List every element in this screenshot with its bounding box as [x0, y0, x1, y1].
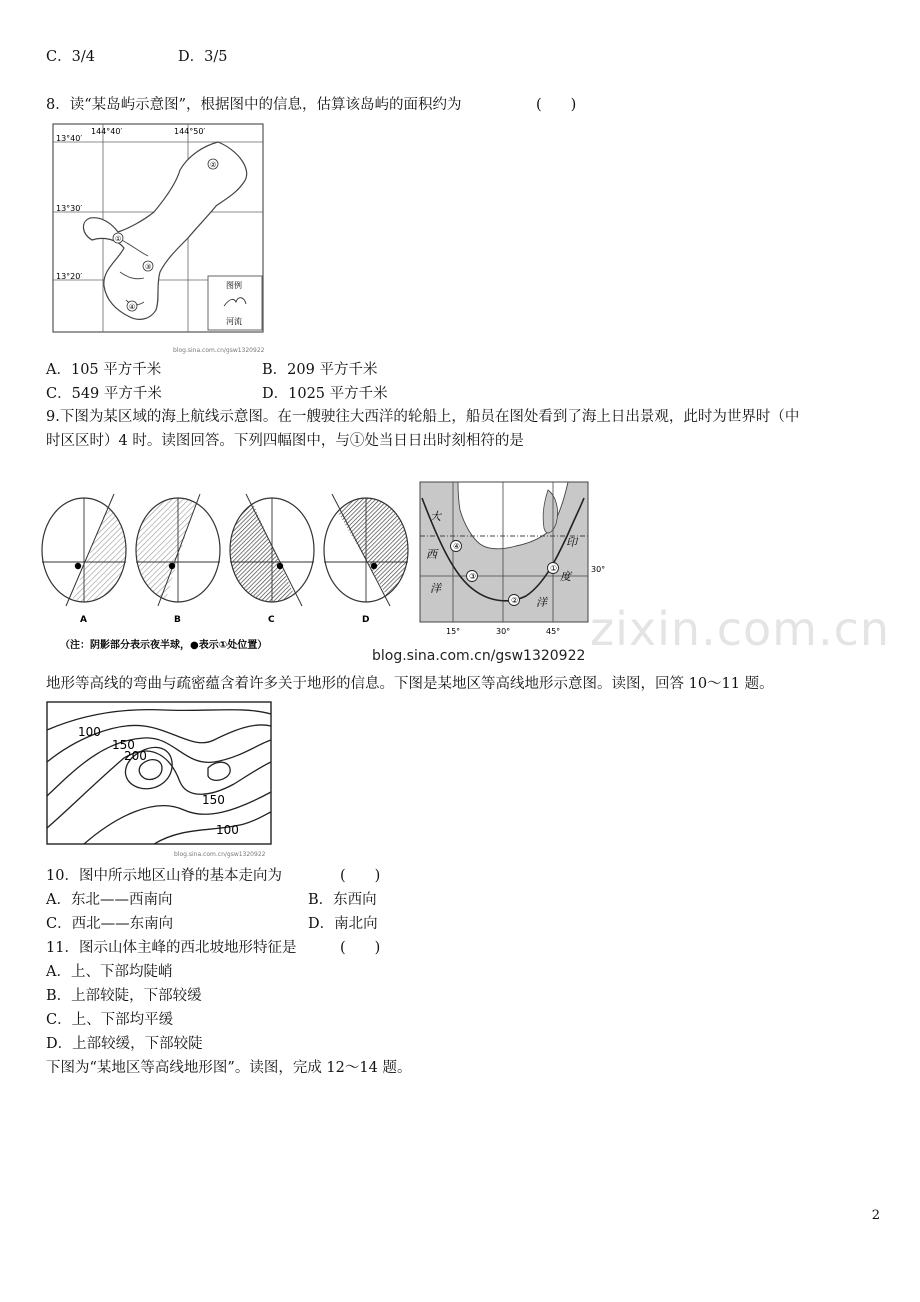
lon-label-1: 144°40′	[91, 127, 123, 136]
contour-label-150b: 150	[202, 793, 225, 807]
contour-map-figure	[44, 700, 276, 864]
ocean-label-yin: 印	[566, 536, 577, 549]
q8-watermark: blog.sina.com.cn/gsw1320922	[173, 347, 265, 354]
intro-12-14: 下图为“某地区等高线地形图”。读图，完成 12～14 题。	[46, 1060, 412, 1076]
contour-label-200: 200	[124, 749, 147, 763]
contour-label-100b: 100	[216, 823, 239, 837]
q9-figure-note: （注：阴影部分表示夜半球，●表示①处位置）	[60, 640, 268, 651]
q11-option-a: A．上、下部均陡峭	[46, 964, 173, 980]
lat-30-label: 30°	[591, 565, 606, 574]
q10-stem: 10．图中所示地区山脊的基本走向为	[46, 868, 282, 884]
contour-label-100a: 100	[78, 725, 101, 739]
svg-text:④: ④	[453, 542, 461, 551]
q9-stem-line2: 时区区时）4 时。读图回答。下列四幅图中，与①处当日日出时刻相符的是	[46, 433, 524, 449]
diagram-c	[230, 488, 314, 625]
q10-option-d: D．南北向	[308, 916, 378, 932]
q8-option-b: B．209 平方千米	[262, 362, 378, 378]
contour-watermark: blog.sina.com.cn/gsw1320922	[174, 851, 266, 858]
q11-option-d: D．上部较缓，下部较陡	[46, 1036, 203, 1052]
q8-option-a: A．105 平方千米	[46, 362, 162, 378]
legend-river: 河流	[226, 317, 242, 326]
island-map-figure	[48, 120, 278, 360]
q9-watermark: blog.sina.com.cn/gsw1320922	[372, 648, 586, 664]
lon-15-label: 15°	[446, 627, 461, 636]
q7-option-d: D．3/5	[178, 49, 228, 65]
diagram-label-b: B	[174, 615, 181, 625]
lat-label-2: 13°30′	[56, 204, 83, 213]
ocean-label-xi: 西	[426, 548, 437, 561]
q11-option-c: C．上、下部均平缓	[46, 1012, 174, 1028]
ocean-label-yang2: 洋	[536, 596, 547, 609]
diagram-a	[42, 488, 130, 625]
route-map-figure	[418, 480, 618, 646]
q10-answer-paren: ( )	[340, 868, 381, 884]
lat-label-3: 13°20′	[56, 272, 83, 281]
q11-option-b: B．上部较陡，下部较缓	[46, 988, 202, 1004]
svg-text:①: ①	[550, 564, 558, 573]
lon-label-2: 144°50′	[174, 127, 206, 136]
q8-option-c: C．549 平方千米	[46, 386, 162, 402]
svg-text:③: ③	[469, 572, 477, 581]
legend-title: 图例	[226, 281, 242, 290]
svg-text:④: ④	[129, 303, 136, 311]
ocean-label-yang1: 洋	[430, 582, 441, 595]
diagram-b	[136, 488, 220, 625]
lon-45-label: 45°	[546, 627, 561, 636]
page-number: 2	[871, 1208, 880, 1223]
intro-10-11: 地形等高线的弯曲与疏密蕴含着许多关于地形的信息。下图是某地区等高线地形示意图。读图，回答 10～11 题。	[46, 676, 774, 692]
contour-label-150a: 150	[112, 738, 135, 752]
lat-label-1: 13°40′	[56, 134, 83, 143]
ocean-label-da: 大	[430, 510, 441, 523]
diagram-label-c: C	[268, 615, 275, 625]
q11-answer-paren: ( )	[340, 940, 381, 956]
q9-stem-line1: 9.下图为某区域的海上航线示意图。在一艘驶往大西洋的轮船上，船员在图处看到了海上日出景观，此时为世界时（中	[46, 409, 800, 425]
diagram-label-d: D	[362, 615, 370, 625]
q7-option-c: C．3/4	[46, 49, 95, 65]
q8-answer-paren: ( )	[536, 97, 577, 113]
sunrise-diagrams-figure	[40, 478, 420, 662]
q10-option-a: A．东北——西南向	[46, 892, 173, 908]
diagram-d	[324, 488, 410, 625]
svg-text:③: ③	[145, 263, 152, 271]
q10-option-b: B．东西向	[308, 892, 377, 908]
q8-option-d: D．1025 平方千米	[262, 386, 388, 402]
svg-text:②: ②	[511, 596, 519, 605]
lon-30-label: 30°	[496, 627, 511, 636]
q10-option-c: C．西北——东南向	[46, 916, 174, 932]
diagram-label-a: A	[80, 615, 87, 625]
svg-text:②: ②	[210, 161, 217, 169]
q8-stem: 8．读“某岛屿示意图”，根据图中的信息，估算该岛屿的面积约为	[46, 97, 462, 113]
svg-text:①: ①	[115, 235, 122, 243]
page-watermark: zixin.com.cn	[590, 602, 891, 656]
q11-stem: 11．图示山体主峰的西北坡地形特征是	[46, 940, 297, 956]
ocean-label-du: 度	[560, 570, 571, 583]
